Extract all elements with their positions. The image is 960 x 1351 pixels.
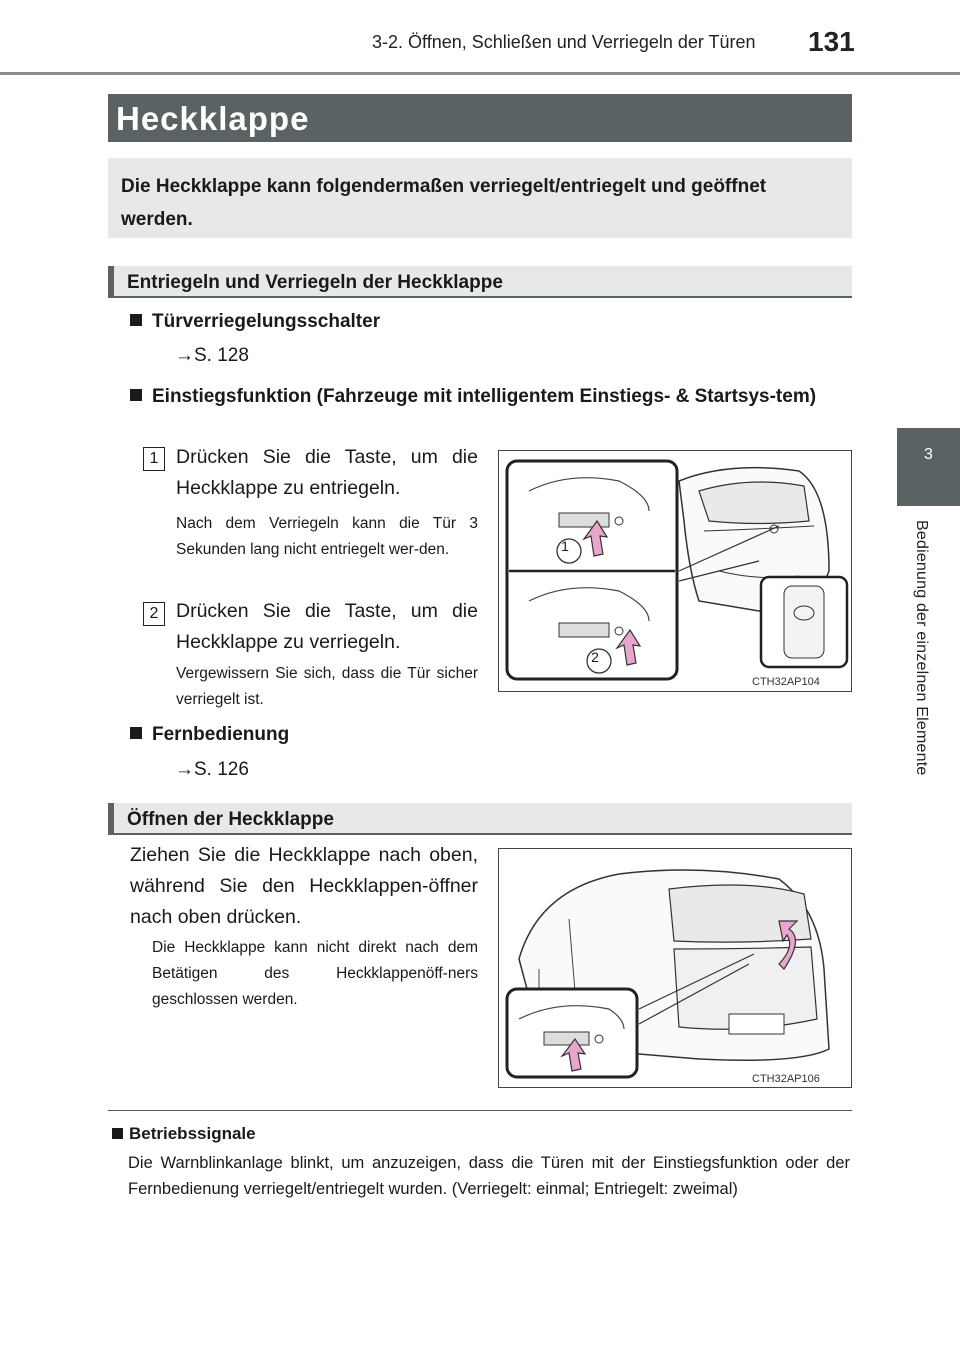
step-1-text: Drücken Sie die Taste, um die Heckklappe zu entriegeln. [176,446,478,499]
page-reference: →S. 128 [175,345,249,366]
open-note: Die Heckklappe kann nicht direkt nach dem Betätigen des Heckklappenöff-ners geschlossen werden. [152,939,478,1008]
bullet-square-icon [130,727,142,739]
figure-tailgate-lock [498,450,852,692]
figure-tailgate-open [498,848,852,1088]
chapter-tab [897,428,960,506]
footnote-rule [108,1110,852,1111]
tailgate-open-illustration [499,849,850,1086]
bullet-door-lock-switch: Türverriegelungsschalter [130,311,380,333]
page-reference: →S. 126 [175,759,249,780]
section-heading-unlock-lock: Entriegeln und Verriegeln der Heckklappe [127,272,503,293]
page-number: 131 [808,26,855,57]
step-2-text: Drücken Sie die Taste, um die Heckklappe zu verriegeln. [176,600,478,653]
section-heading-open: Öffnen der Heckklappe [127,809,334,830]
chapter-label: Bedienung der einzelnen Elemente [913,520,930,776]
figure-callout-1: 1 [561,538,569,554]
step-number-1: 1 [143,447,165,471]
tailgate-lock-illustration [499,451,850,690]
step-number-2: 2 [143,602,165,626]
intro-text: Die Heckklappe kann folgendermaßen verriegelt/entriegelt und geöffnet werden. [121,176,767,230]
figure-caption: CTH32AP104 [752,676,820,688]
header-rule [0,72,960,75]
open-instructions: Ziehen Sie die Heckklappe nach oben, während Sie den Heckklappen-öffner nach oben drücken. [130,844,478,928]
running-header: 3-2. Öffnen, Schließen und Verriegeln der Türen [372,32,756,52]
footnote-text: Die Warnblinkanlage blinkt, um anzuzeigen, dass die Türen mit der Einstiegsfunktion oder der Fernbedienung verriegelt/entriegelt wurden. (Verriegelt: einmal; Entriegelt: zweimal) [128,1154,850,1198]
bullet-square-icon [130,389,142,401]
step-2-note: Vergewissern Sie sich, dass die Tür sicher verriegelt ist. [176,665,478,708]
bullet-entry-function: Einstiegsfunktion (Fahrzeuge mit intelligentem Einstiegs- & Startsys-tem) [130,381,850,412]
figure-caption: CTH32AP106 [752,1073,820,1085]
chapter-number: 3 [924,446,933,463]
page-title: Heckklappe [116,100,310,137]
footnote-title: Betriebssignale [112,1124,256,1144]
bullet-remote: Fernbedienung [130,724,289,746]
step-1-note: Nach dem Verriegeln kann die Tür 3 Sekunden lang nicht entriegelt wer-den. [176,515,478,558]
bullet-square-icon [130,314,142,326]
figure-callout-2: 2 [591,649,599,665]
bullet-square-icon [112,1128,123,1139]
